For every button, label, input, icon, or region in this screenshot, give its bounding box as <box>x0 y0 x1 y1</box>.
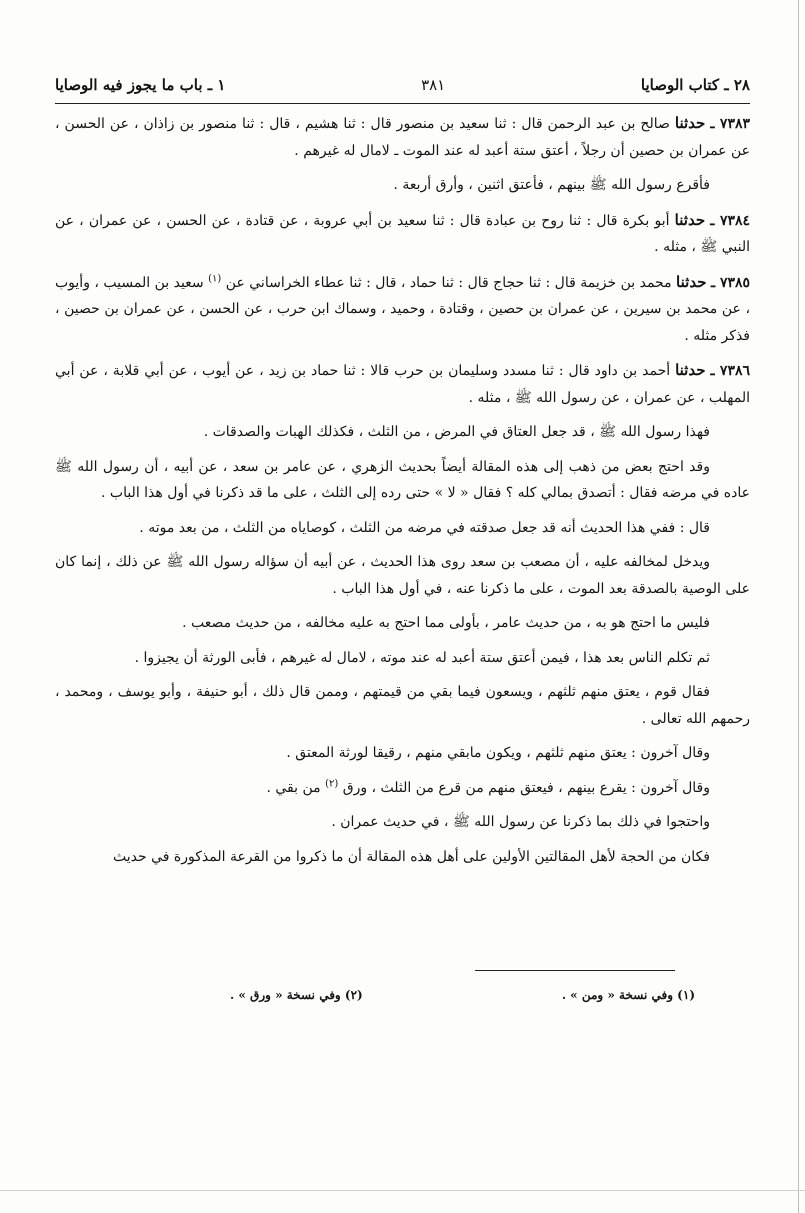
hadith-text: أحمد بن داود قال : ثنا مسدد وسليمان بن حرب قالا : ثنا حماد بن زيد ، عن أيوب ، عن أبي قلابة ، عن أبي المهلب ، عن عمران ، عن رسول الله ﷺ ، مثله . <box>55 363 750 406</box>
header-book-title: ٢٨ ـ كتاب الوصايا <box>640 76 750 94</box>
paragraph: واحتجوا في ذلك بما ذكرنا عن رسول الله ﷺ ، في حديث عمران . <box>331 814 710 830</box>
hadith-number: ٧٣٨٣ ـ <box>710 116 750 132</box>
page-edge-line <box>798 0 799 1213</box>
page-bottom-line <box>0 1190 805 1191</box>
header-rule <box>55 103 750 104</box>
running-header <box>55 70 750 100</box>
hadith-number: ٧٣٨٦ ـ <box>710 363 750 379</box>
hadith-7384 <box>55 207 750 261</box>
hadith-text: صالح بن عبد الرحمن قال : ثنا سعيد بن منصور قال : ثنا هشيم ، قال : ثنا منصور بن زاذان ، عن الحسن ، عن عمران بن حصين أن رجلاً ، أعتق ستة أعبد له عند الموت ـ لامال له غيرهم . <box>55 116 750 159</box>
paragraph: فليس ما احتج هو به ، من حديث عامر ، بأولى مما احتج به عليه مخالفه ، من حديث مصعب . <box>182 615 710 631</box>
paragraph: قال : ففي هذا الحديث أنه قد جعل صدقته في مرضه من الثلث ، كوصاياه من الثلث ، من بعد موته . <box>139 519 710 536</box>
hadith-number: ٧٣٨٥ ـ <box>710 274 751 291</box>
paragraph-text: من بقي . <box>266 779 321 796</box>
hadith-number: ٧٣٨٤ ـ <box>710 212 751 229</box>
haddathana-word: حدثنا <box>674 210 706 229</box>
footnote-2: (٢) وفي نسخة « ورق » . <box>230 988 363 1002</box>
paragraph: ويدخل لمخالفه عليه ، أن مصعب بن سعد روى هذا الحديث ، عن أبيه أن سؤاله رسول الله ﷺ عن ذلك ، إنما كان على الوصية بالصدقة بعد الموت ، على ما ذكرنا عنه ، في أول هذا الباب . <box>55 554 750 597</box>
paragraph: فقال قوم ، يعتق منهم ثلثهم ، ويسعون فيما بقي من قيمتهم ، وممن قال ذلك ، أبو حنيفة ، وأبو يوسف ، ومحمد ، رحمهم الله تعالى . <box>55 684 750 727</box>
paragraph: فأقرع رسول الله ﷺ بينهم ، فأعتق اثنين ، وأرق أربعة . <box>393 177 710 193</box>
footnote-1: (١) وفي نسخة « ومن » . <box>561 988 695 1002</box>
hadith-text: سعيد بن المسيب ، وأيوب ، عن محمد بن سيرين ، عن عمران بن حصين ، وقتادة ، وحميد ، وسماك ابن حرب ، عن الحسن ، عن عمران بن حصين ، فذكر مثله . <box>55 274 750 344</box>
footnote-marker: (١) <box>208 272 222 284</box>
haddathana-word: حدثنا <box>674 114 706 132</box>
hadith-text: أبو بكرة قال : ثنا روح بن عبادة قال : ثنا سعيد بن أبي عروبة ، عن قتادة ، عن الحسن ، عن عمران ، عن النبي ﷺ ، مثله . <box>55 212 750 255</box>
page-body <box>55 110 750 878</box>
footnotes <box>230 988 695 1002</box>
hadith-7383 <box>55 110 750 164</box>
footnote-marker: (٢) <box>325 777 339 789</box>
paragraph: فكان من الحجة لأهل المقالتين الأولين على أهل هذه المقالة أن ما ذكروا من القرعة المذكورة في حديث <box>113 848 710 865</box>
paragraph: وقال آخرون : يعتق منهم ثلثهم ، ويكون مابقي منهم ، رقيقا لورثة المعتق . <box>286 745 710 761</box>
paragraph: فهذا رسول الله ﷺ ، قد جعل العتاق في المرض ، من الثلث ، فكذلك الهبات والصدقات . <box>203 424 710 440</box>
hadith-7386 <box>55 357 750 411</box>
paragraph <box>55 775 750 802</box>
header-chapter-title: ١ ـ باب ما يجوز فيه الوصايا <box>55 76 226 94</box>
paragraph: وقد احتج بعض من ذهب إلى هذه المقالة أيضاً بحديث الزهري ، عن عامر بن سعد ، عن أبيه ، أن رسول الله ﷺ عاده في مرضه فقال : أتصدق بمالي كله ؟ فقال « لا » حتى رده إلى الثلث ، على ما قد ذكرنا في أول هذا الباب . <box>55 458 750 501</box>
footnote-rule <box>475 970 675 971</box>
hadith-text: محمد بن خزيمة قال : ثنا حجاج قال : ثنا حماد ، قال : ثنا عطاء الخراساني عن <box>225 274 672 291</box>
paragraph: ثم تكلم الناس بعد هذا ، فيمن أعتق ستة أعبد له عند موته ، لامال له غيرهم ، فأبى الورثة أن يجيزوا . <box>134 649 710 666</box>
page-number: ٣٨١ <box>421 76 446 94</box>
hadith-7385 <box>55 269 750 350</box>
paragraph-text: وقال آخرون : يقرع بينهم ، فيعتق منهم من قرع من الثلث ، ورق <box>342 779 710 796</box>
haddathana-word: حدثنا <box>675 361 706 379</box>
haddathana-word: حدثنا <box>676 272 707 291</box>
